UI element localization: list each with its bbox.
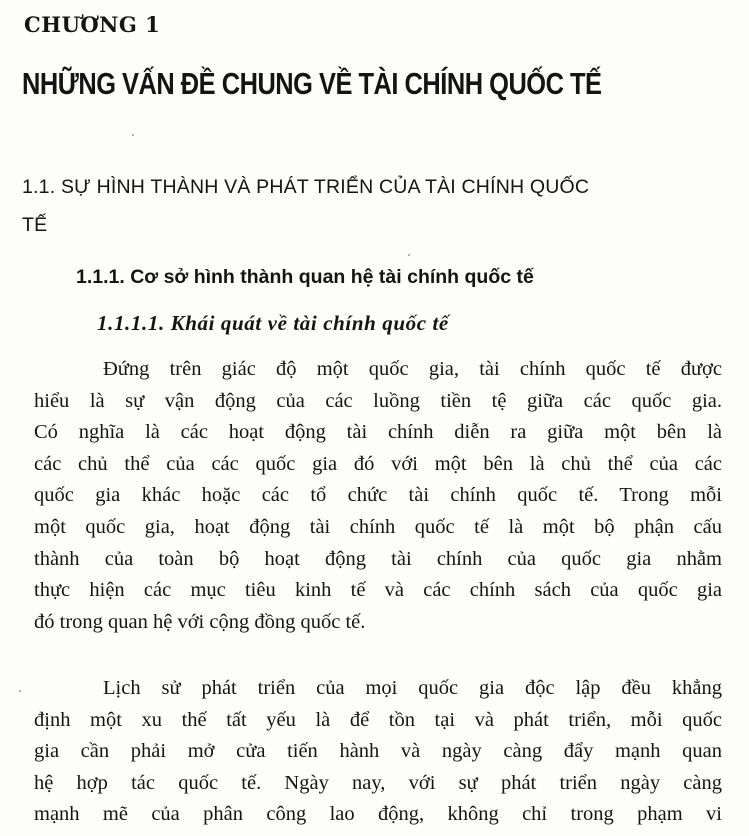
text-line: Đứng trên giác độ một quốc gia, tài chính quốc tế được	[103, 358, 722, 380]
text-line: Lịch sử phát triển của mọi quốc gia độc lập đều khẳng	[103, 677, 722, 699]
text-line: hệ hợp tác quốc tế. Ngày nay, với sự phát triển ngày càng	[34, 771, 722, 794]
text-line: hiểu là sự vận động của các luồng tiền tệ giữa các quốc gia.	[34, 389, 722, 412]
body-paragraph	[34, 354, 722, 638]
subsection-heading: 1.1.1. Cơ sở hình thành quan hệ tài chính quốc tế	[76, 266, 534, 288]
text-line: thành của toàn bộ hoạt động tài chính của quốc gia nhằm	[34, 547, 722, 570]
chapter-label: CHƯƠNG 1	[24, 12, 161, 37]
text-line: gia cần phải mở cửa tiến hành và ngày càng đẩy mạnh quan	[34, 740, 722, 763]
section-heading-line: TẾ	[22, 214, 48, 236]
text-line: thực hiện các mục tiêu kinh tế và các chính sách của quốc gia	[34, 579, 722, 602]
text-line: mạnh mẽ của phân công lao động, không chỉ trong phạm vi	[34, 803, 722, 826]
text-line: định một xu thế tất yếu là để tồn tại và phát triển, mỗi quốc	[34, 708, 722, 731]
text-line: các chủ thể của các quốc gia đó với một bên là chủ thể của các	[34, 452, 722, 475]
chapter-title: NHỮNG VẤN ĐỀ CHUNG VỀ TÀI CHÍNH QUỐC TẾ	[22, 66, 602, 101]
scan-speck	[132, 134, 134, 136]
section-heading-line: 1.1. SỰ HÌNH THÀNH VÀ PHÁT TRIỂN CỦA TÀI CHÍNH QUỐC	[22, 176, 590, 198]
body-paragraph	[34, 673, 722, 831]
section-heading	[22, 168, 722, 244]
text-line: một quốc gia, hoạt động tài chính quốc tế là một bộ phận cấu	[34, 515, 722, 538]
text-line: đó trong quan hệ với cộng đồng quốc tế.	[34, 610, 366, 633]
text-line: Có nghĩa là các hoạt động tài chính diễn ra giữa một bên là	[34, 421, 722, 444]
scan-speck	[408, 254, 410, 256]
subsubsection-heading: 1.1.1.1. Khái quát về tài chính quốc tế	[97, 311, 449, 335]
scan-speck	[19, 690, 21, 692]
text-line: quốc gia khác hoặc các tổ chức tài chính quốc tế. Trong mỗi	[34, 484, 722, 507]
